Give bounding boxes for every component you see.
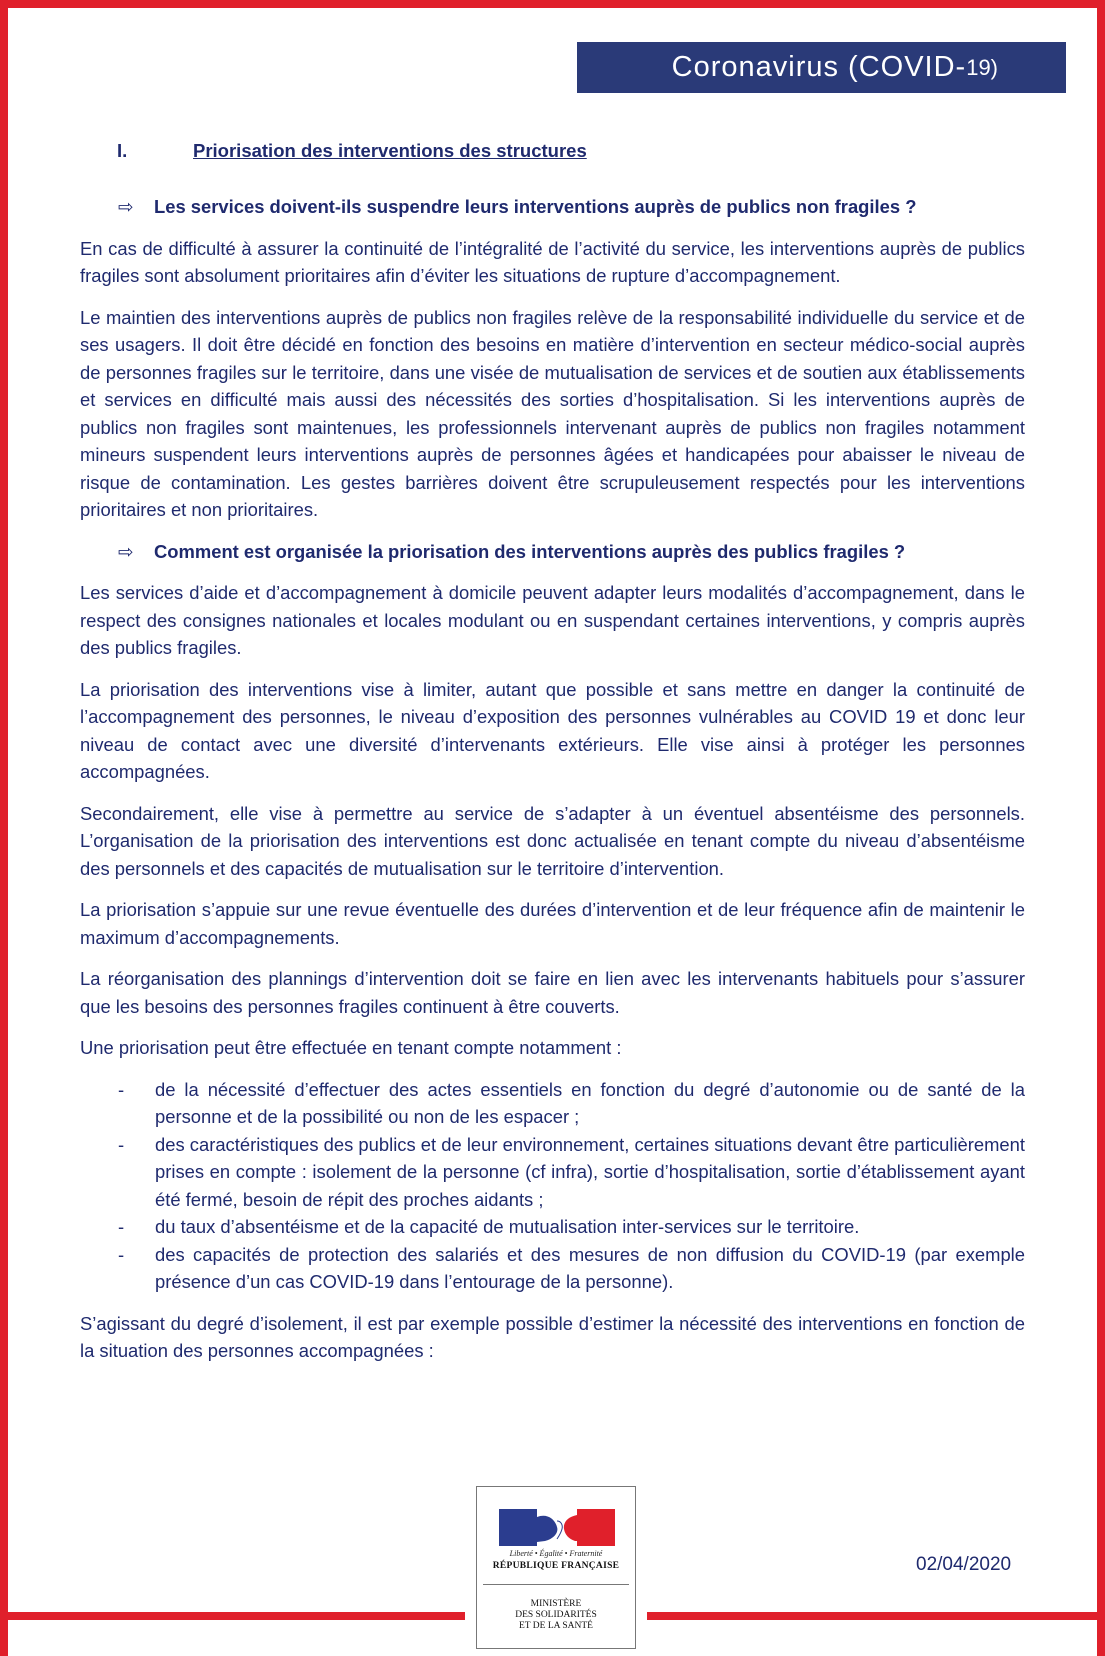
paragraph: En cas de difficulté à assurer la continuité de l’intégralité de l’activité du service, les interventions auprès de publics fragiles sont absolument prioritaires afin d’éviter les situations de rupture d’accompagnement.	[80, 237, 1025, 286]
section-title: Priorisation des interventions des structures	[193, 140, 587, 161]
marianne-profile-icon	[537, 1509, 577, 1546]
section-number: I.	[117, 140, 128, 161]
paragraph: La priorisation s’appuie sur une revue éventuelle des durées d’intervention et de leur fréquence afin de maintenir le maximum d’accompagnements.	[80, 899, 1025, 948]
logo-republic: RÉPUBLIQUE FRANÇAISE	[492, 1561, 620, 1571]
republique-francaise-logo	[476, 1486, 636, 1649]
frame-bottom-border-right	[647, 1612, 1105, 1620]
header-banner	[577, 42, 1066, 93]
question-1	[118, 193, 1025, 221]
document-body	[80, 135, 1025, 1365]
logo-motto: Liberté • Égalité • Fraternité	[509, 1549, 603, 1558]
flag-red-block	[577, 1509, 615, 1546]
paragraph: La réorganisation des plannings d’intervention doit se faire en lien avec les intervenants habituels pour s’assurer que les besoins des personnes fragiles continuent à être couverts.	[80, 968, 1025, 1017]
list-item: - des capacités de protection des salariés et des mesures de non diffusion du COVID-19 (par exemple présence d’un cas COVID-19 dans l’entourage de la personne).	[80, 1241, 1025, 1296]
logo-ministry: MINISTÈRE DES SOLIDARITÉS ET DE LA SANTÉ	[515, 1599, 597, 1631]
paragraph: Une priorisation peut être effectuée en tenant compte notamment :	[80, 1037, 622, 1058]
flag-blue-block	[499, 1509, 537, 1546]
paragraph: Les services d’aide et d’accompagnement à domicile peuvent adapter leurs modalités d’accompagnement, dans le respect des consignes nationales et locales modulant ou en suspendant certaines interventions, y compris auprès des publics fragiles.	[80, 582, 1025, 658]
question-1-text: Les services doivent-ils suspendre leurs interventions auprès de publics non fragiles ?	[154, 196, 917, 217]
paragraph: Le maintien des interventions auprès de publics non fragiles relève de la responsabilité individuelle du service et de ses usagers. Il doit être décidé en fonction des besoins en matière d’intervention en secteur médico-social auprès de personnes fragiles sur le territoire, dans une visée de mutualisation de services et de soutien aux établissements et services en difficulté mais aussi des nécessités des sorties d’hospitalisation. Si les interventions auprès de publics non fragiles sont maintenues, les professionnels intervenant auprès de publics non fragiles notamment mineurs suspendent leurs interventions auprès de personnes âgées et handicapées pour abaisser le niveau de risque de contamination. Les gestes barrières doivent être scrupuleusement respectés pour les interventions prioritaires et non prioritaires.	[80, 306, 1025, 520]
frame-right-border	[1097, 0, 1105, 1656]
frame-bottom-border-left	[0, 1612, 465, 1620]
list-bullet: -	[118, 1078, 125, 1100]
paragraph: S’agissant du degré d’isolement, il est par exemple possible d’estimer la nécessité des interventions en fonction de la situation des personnes accompagnées :	[80, 1312, 1025, 1361]
list-bullet: -	[118, 1216, 125, 1237]
list-item: - de la nécessité d’effectuer des actes essentiels en fonction du degré d’autonomie ou de santé de la personne et de la possibilité ou non de les espacer ;	[80, 1076, 1025, 1131]
question-2-text: Comment est organisée la priorisation des interventions auprès des publics fragiles ?	[154, 540, 906, 562]
arrow-right-icon: ⇨	[118, 196, 134, 217]
logo-divider	[483, 1584, 629, 1585]
criteria-list	[80, 1076, 1025, 1296]
document-date: 02/04/2020	[916, 1554, 1012, 1575]
list-item: - du taux d’absentéisme et de la capacité de mutualisation inter-services sur le territoire.	[80, 1213, 1025, 1241]
header-title-num: 19)	[966, 54, 998, 80]
paragraph: Secondairement, elle vise à permettre au service de s’adapter à un éventuel absentéisme des personnels. L’organisation de la priorisation des interventions est donc actualisée en tenant compte du niveau d’absentéisme des personnels et des capacités de mutualisation sur le territoire d’intervention.	[80, 802, 1025, 879]
frame-left-border	[0, 0, 8, 1656]
arrow-right-icon: ⇨	[118, 540, 134, 562]
list-item: - des caractéristiques des publics et de leur environnement, certaines situations devant être particulièrement prises en compte : isolement de la personne (cf infra), sortie d’hospitalisation, sortie d’établissement ayant été fermé, besoin de répit des proches aidants ;	[80, 1131, 1025, 1214]
paragraph: La priorisation des interventions vise à limiter, autant que possible et sans mettre en danger la continuité de l’accompagnement des personnes, le niveau d’exposition des personnes vulnérables au COVID 19 et donc leur niveau de contact avec une diversité d’intervenants extérieurs. Elle vise ainsi à protéger les personnes accompagnées.	[80, 678, 1025, 782]
list-bullet: -	[118, 1133, 125, 1155]
header-title: Coronavirus (COVID-	[671, 51, 967, 83]
question-2	[118, 538, 1025, 566]
list-bullet: -	[118, 1243, 125, 1265]
frame-top-border	[0, 0, 1105, 8]
